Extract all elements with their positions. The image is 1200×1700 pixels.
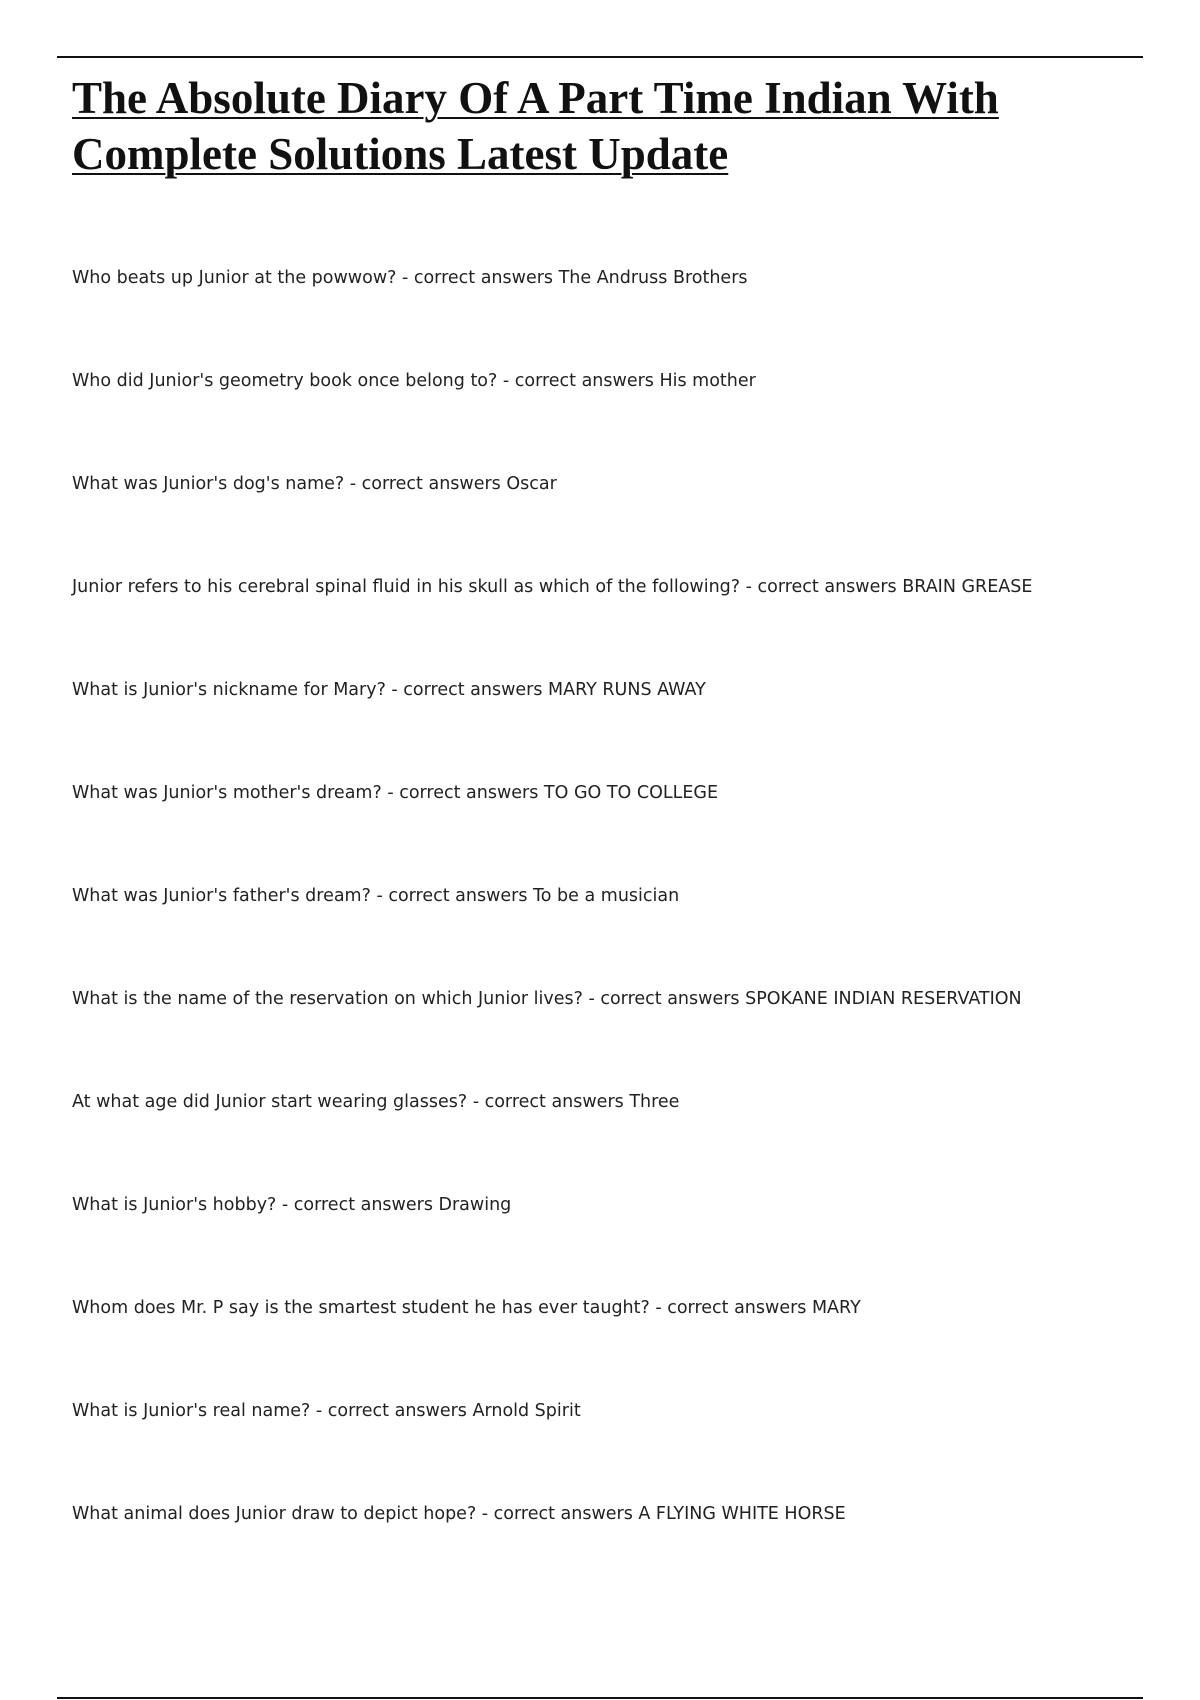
qa-item: Who beats up Junior at the powwow? - correct answers The Andruss Brothers <box>72 268 748 288</box>
qa-item: At what age did Junior start wearing glasses? - correct answers Three <box>72 1092 680 1112</box>
qa-item: What was Junior's father's dream? - correct answers To be a musician <box>72 886 680 906</box>
qa-item: Whom does Mr. P say is the smartest student he has ever taught? - correct answers MARY <box>72 1298 861 1318</box>
bottom-divider <box>57 1697 1143 1699</box>
top-divider <box>57 56 1143 58</box>
qa-list <box>72 258 1152 1597</box>
qa-item: What is Junior's real name? - correct answers Arnold Spirit <box>72 1401 581 1421</box>
qa-item: What was Junior's dog's name? - correct answers Oscar <box>72 474 557 494</box>
qa-item: What animal does Junior draw to depict hope? - correct answers A FLYING WHITE HORSE <box>72 1504 846 1524</box>
qa-item: What was Junior's mother's dream? - correct answers TO GO TO COLLEGE <box>72 783 719 803</box>
qa-item: What is Junior's nickname for Mary? - correct answers MARY RUNS AWAY <box>72 680 706 700</box>
document-title: The Absolute Diary Of A Part Time Indian With Complete Solutions Latest Update <box>72 73 999 179</box>
qa-item: Junior refers to his cerebral spinal fluid in his skull as which of the following? - correct answers BRAIN GREASE <box>72 577 1033 597</box>
qa-item: What is Junior's hobby? - correct answers Drawing <box>72 1195 512 1215</box>
qa-item: What is the name of the reservation on which Junior lives? - correct answers SPOKANE INDIAN RESERVATION <box>72 989 1022 1009</box>
qa-item: Who did Junior's geometry book once belong to? - correct answers His mother <box>72 371 756 391</box>
